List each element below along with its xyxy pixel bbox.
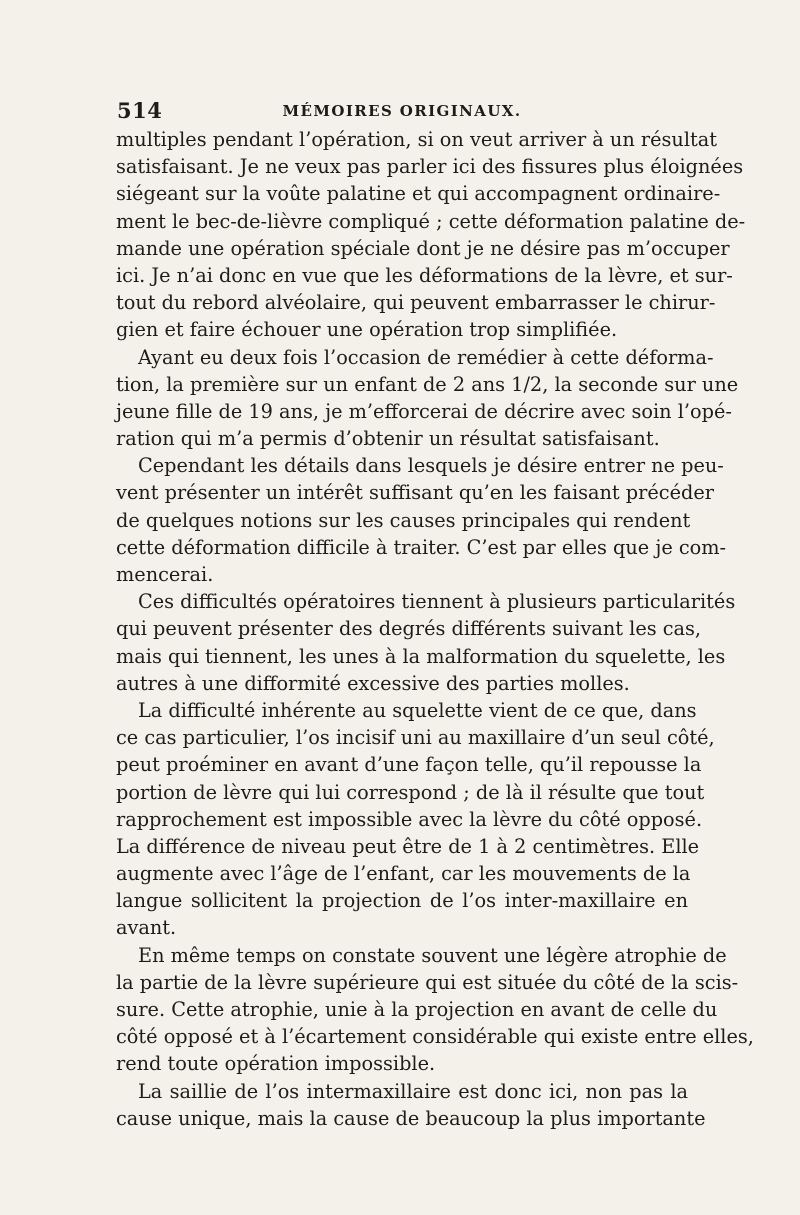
text-line: langue sollicitent la projection de l’os inter-maxillaire en: [116, 889, 688, 913]
text-line: Ces difficultés opératoires tiennent à plusieurs particularités: [138, 590, 736, 614]
paragraph: [116, 126, 746, 344]
text-line: jeune fille de 19 ans, je m’efforcerai de décrire avec soin l’opé-: [116, 399, 732, 423]
text-line: La différence de niveau peut être de 1 à 2 centimètres. Elle: [116, 834, 700, 858]
text-line: mande une opération spéciale dont je ne désire pas m’occuper: [116, 236, 730, 260]
paragraph: [116, 588, 736, 697]
text-line: Ayant eu deux fois l’occasion de remédier à cette déforma-: [138, 345, 714, 369]
text-line: En même temps on constate souvent une légère atrophie de: [138, 943, 727, 967]
text-line: peut proéminer en avant d’une façon telle, qu’il repousse la: [116, 753, 702, 777]
text-line: multiples pendant l’opération, si on veut arriver à un résultat: [116, 128, 717, 151]
text-line: La difficulté inhérente au squelette vient de ce que, dans: [138, 698, 697, 722]
text-line: sure. Cette atrophie, unie à la projection en avant de celle du: [116, 998, 718, 1021]
text-line: cette déformation difficile à traiter. C’est par elles que je com-: [116, 535, 727, 559]
text-line: ration qui m’a permis d’obtenir un résultat satisfaisant.: [116, 427, 660, 451]
text-line: satisfaisant. Je ne veux pas parler ici des fissures plus éloignées: [116, 155, 744, 179]
paragraph: [116, 452, 727, 588]
text-line: ici. Je n’ai donc en vue que les déformations de la lèvre, et sur-: [116, 263, 733, 287]
text-line: avant.: [116, 916, 177, 940]
text-line: cause unique, mais la cause de beaucoup la plus importante: [116, 1106, 706, 1130]
text-line: côté opposé et à l’écartement considérable qui existe entre elles,: [116, 1025, 754, 1049]
text-line: qui peuvent présenter des degrés différents suivant les cas,: [116, 617, 702, 641]
paragraph: [116, 344, 739, 453]
running-header: [117, 98, 687, 128]
text-line: La saillie de l’os intermaxillaire est donc ici, non pas la: [138, 1079, 688, 1103]
text-line: la partie de la lèvre supérieure qui est située du côté de la scis-: [116, 970, 739, 994]
text-line: rend toute opération impossible.: [116, 1052, 436, 1076]
text-line: de quelques notions sur les causes principales qui rendent: [116, 508, 691, 532]
paragraph: [116, 942, 754, 1078]
text-line: autres à une difformité excessive des parties molles.: [116, 671, 630, 695]
text-line: vent présenter un intérêt suffisant qu’en les faisant précéder: [116, 481, 714, 505]
text-line: mais qui tiennent, les unes à la malformation du squelette, les: [116, 644, 726, 668]
text-line: gien et faire échouer une opération trop simplifiée.: [116, 318, 618, 342]
text-line: tion, la première sur un enfant de 2 ans 1/2, la seconde sur une: [116, 372, 739, 396]
text-line: ce cas particulier, l’os incisif uni au maxillaire d’un seul côté,: [116, 726, 715, 750]
paragraph: [116, 1078, 706, 1132]
text-line: mencerai.: [116, 563, 214, 586]
text-line: ment le bec-de-lièvre compliqué ; cette déformation palatine de-: [116, 209, 746, 233]
text-line: portion de lèvre qui lui correspond ; de là il résulte que tout: [116, 780, 705, 804]
paragraph: [116, 697, 715, 942]
text-line: siégeant sur la voûte palatine et qui accompagnent ordinaire-: [116, 182, 721, 206]
text-line: augmente avec l’âge de l’enfant, car les mouvements de la: [116, 862, 691, 886]
text-line: rapprochement est impossible avec la lèvre du côté opposé.: [116, 807, 703, 831]
page-number: 514: [117, 98, 163, 123]
body-text: [116, 126, 754, 1132]
running-title: MÉMOIRES ORIGINAUX.: [282, 102, 522, 120]
text-line: tout du rebord alvéolaire, qui peuvent embarrasser le chirur-: [116, 291, 716, 315]
text-line: Cependant les détails dans lesquels je désire entrer ne peu-: [138, 454, 724, 478]
